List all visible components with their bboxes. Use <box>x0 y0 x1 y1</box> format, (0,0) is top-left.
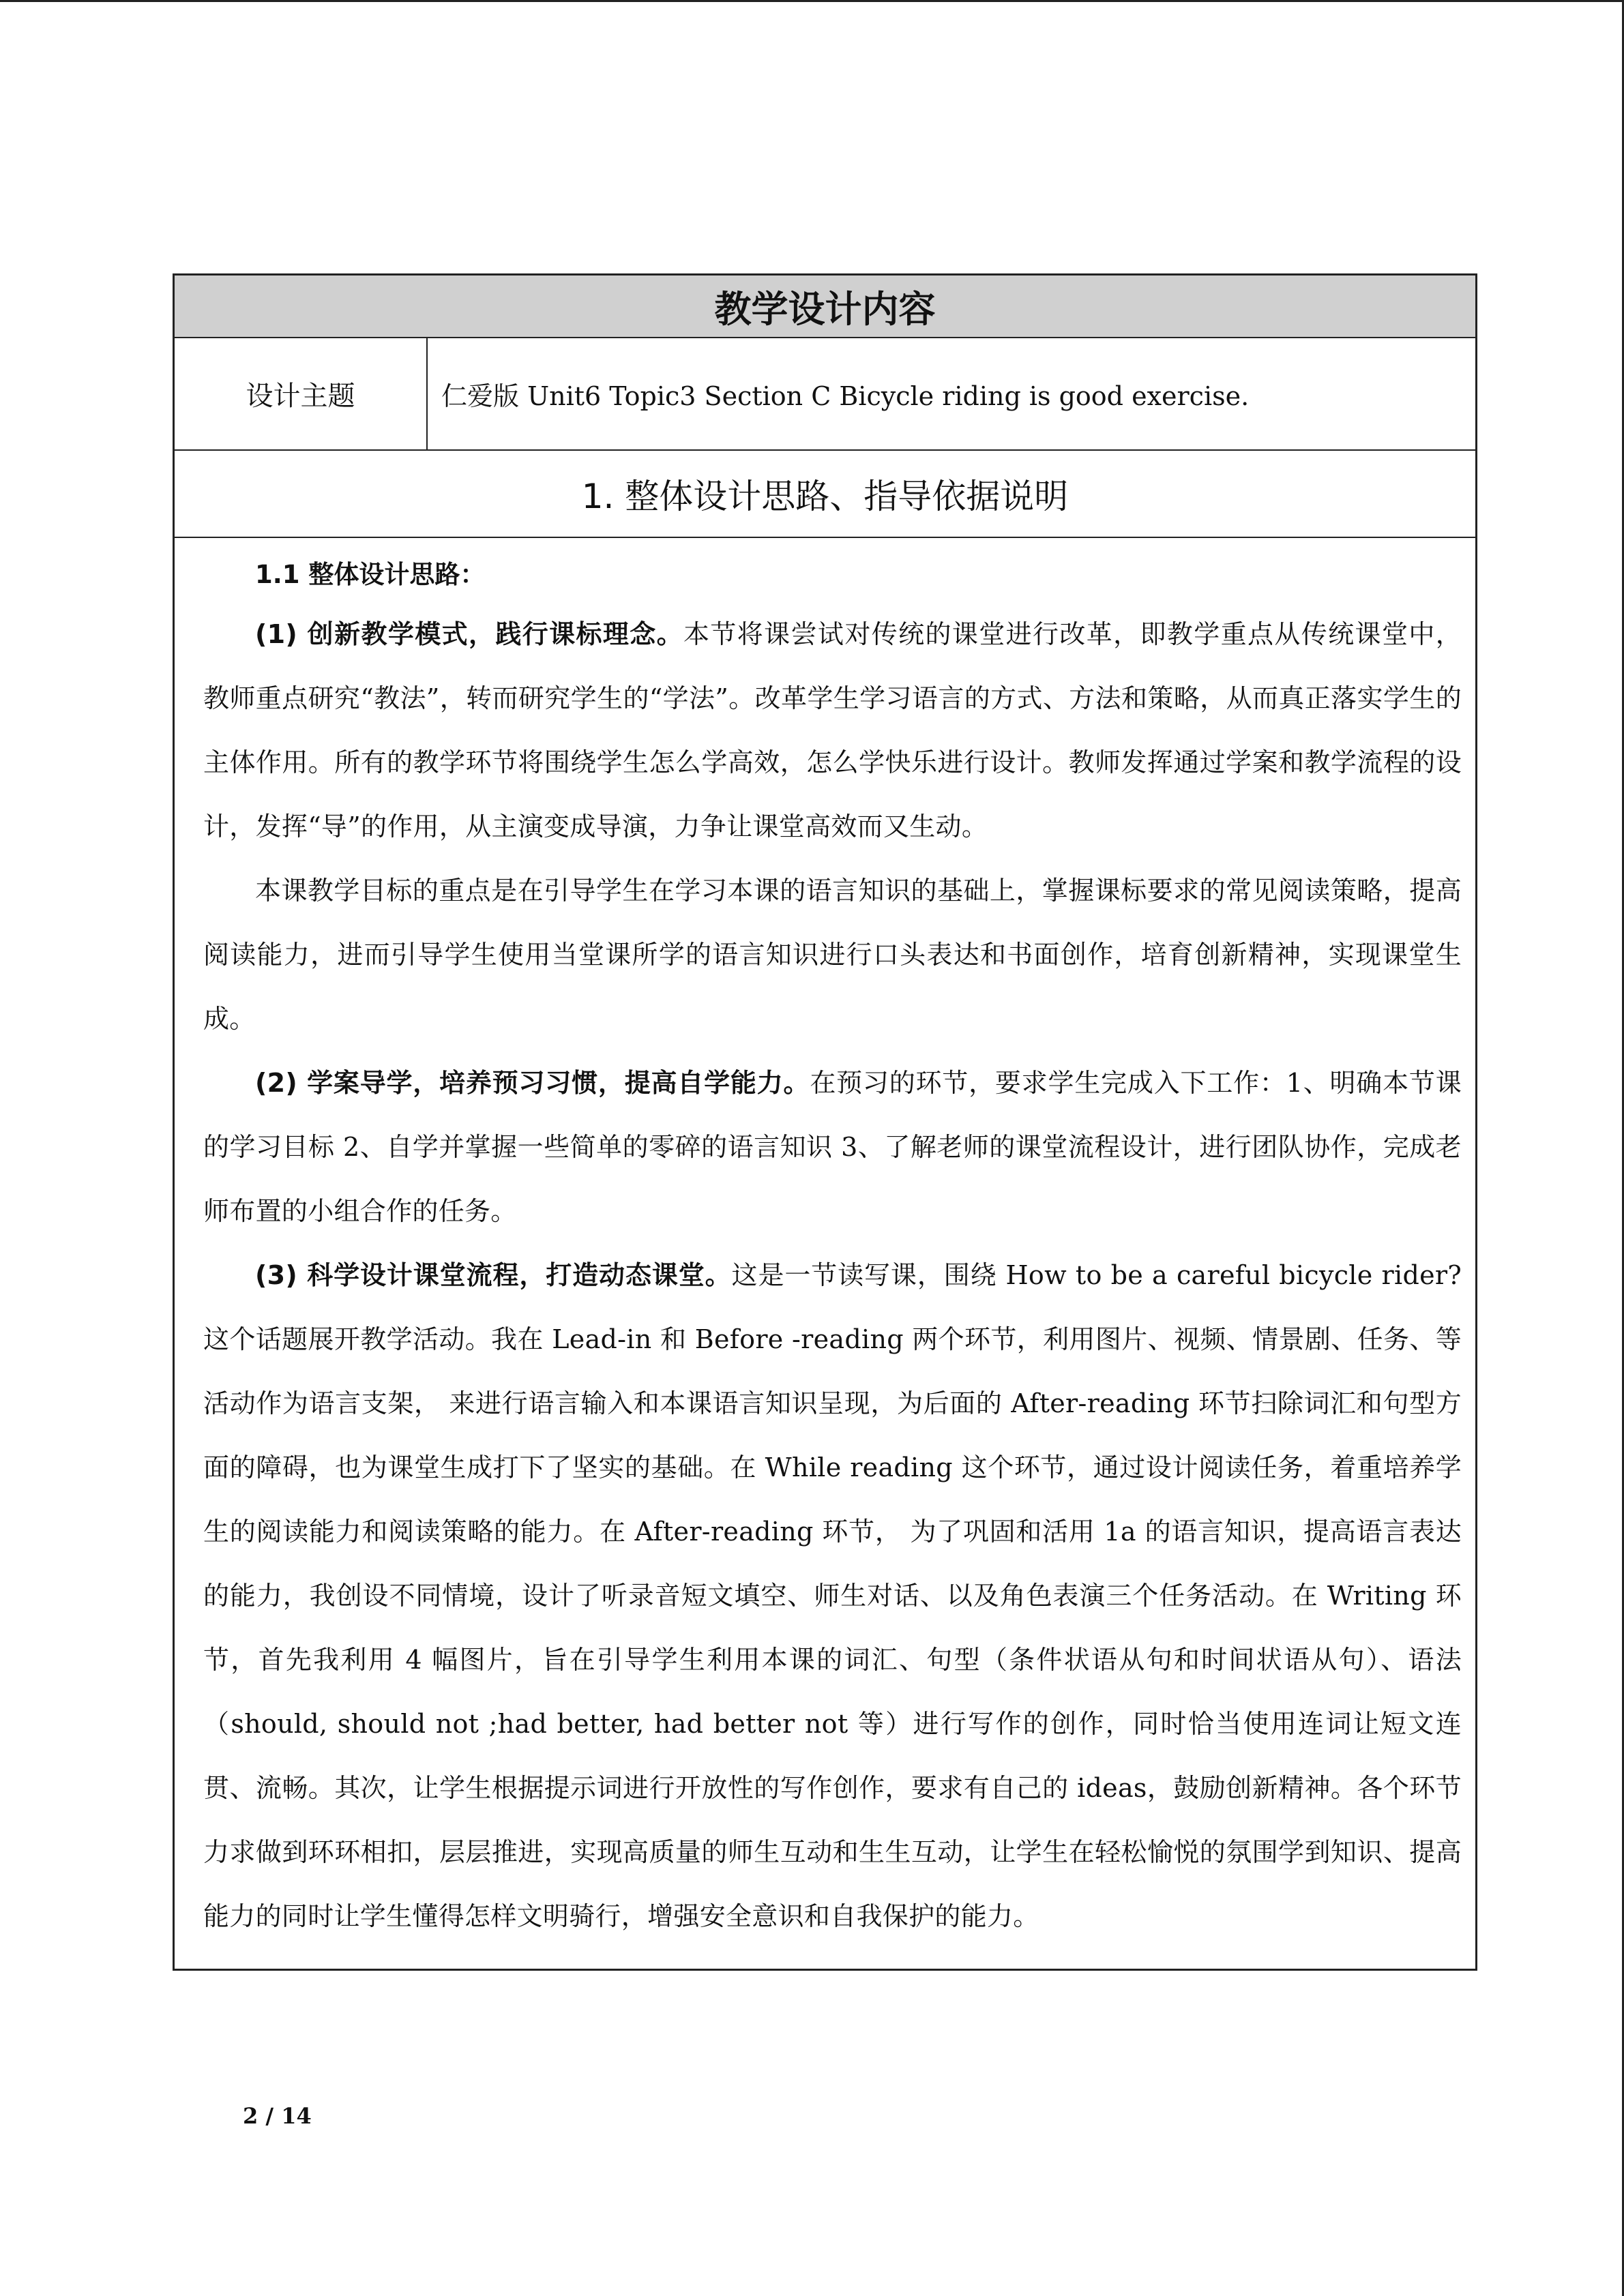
paragraph-3-lead: (2) 学案导学，培养预习习惯，提高自学能力。 <box>255 1068 810 1098</box>
paragraph-4 <box>203 1243 1462 1948</box>
topic-value: 仁爱版 Unit6 Topic3 Section C Bicycle riding is good exercise. <box>441 381 1250 411</box>
subsection-heading: 1.1 整体设计思路： <box>255 560 486 589</box>
page-edge-top <box>0 0 1624 2</box>
topic-row <box>175 338 1475 451</box>
paragraph-3-text: 在预习的环节，要求学生完成入下工作：1、明确本节课的学习目标 2、自学并掌握一些简单的零碎的语言知识 3、了解老师的课堂流程设计，进行团队协作，完成老师布置的小组合作的任务。 <box>203 1068 1462 1226</box>
paragraph-4-lead: (3) 科学设计课堂流程，打造动态课堂。 <box>255 1260 732 1290</box>
paragraph-1-lead: (1) 创新教学模式，践行课标理念。 <box>255 619 684 649</box>
section-heading: 1. 整体设计思路、指导依据说明 <box>175 451 1475 538</box>
paragraph-3 <box>203 1051 1462 1243</box>
paragraph-2-text: 本课教学目标的重点是在引导学生在学习本课的语言知识的基础上，掌握课标要求的常见阅读策略，提高阅读能力，进而引导学生使用当堂课所学的语言知识进行口头表达和书面创作，培育创新精神，实现课堂生成。 <box>203 876 1462 1034</box>
topic-label: 设计主题 <box>175 338 428 449</box>
design-body <box>175 538 1475 1969</box>
paragraph-2 <box>203 859 1462 1051</box>
paragraph-1-text: 本节将课尝试对传统的课堂进行改革，即教学重点从传统课堂中， 教师重点研究“教法”，转而研究学生的“学法”。改革学生学习语言的方式、方法和策略，从而真正落实学生的主体作用。所有的教学环节将围绕学生怎么学高效，怎么学快乐进行设计。教师发挥通过学案和教学流程的设计，发挥“导”的作用，从主演变成导演，力争让课堂高效而又生动。 <box>203 619 1462 841</box>
table-title: 教学设计内容 <box>175 275 1475 338</box>
paragraph-4-text: 这是一节读写课，围绕 How to be a careful bicycle rider? 这个话题展开教学活动。我在 Lead-in 和 Before -reading 两个环节，利用图片、视频、情景剧、任务、等活动作为语言支架， 来进行语言输入和本课语言知识呈现，为后面的 After-reading 环节扫除词汇和句型方面的障碍，也为课堂生成打下了坚实的基础。在 While reading 这个环节，通过设计阅读任务，着重培养学生的阅读能力和阅读策略的能力。在 After-reading 环节， 为了巩固和活用 1a 的语言知识，提高语言表达的能力，我创设不同情境，设计了听录音短文填空、师生对话、以及角色表演三个任务活动。在 Writing 环节，首先我利用 4 幅图片，旨在引导学生利用本课的词汇、句型（条件状语从句和时间状语从句）、语法（should, should not ;had better, had better not 等）进行写作的创作，同时恰当使用连词让短文连贯、流畅。其次，让学生根据提示词进行开放性的写作创作，要求有自己的 ideas，鼓励创新精神。各个环节力求做到环环相扣，层层推进，实现高质量的师生互动和生生互动，让学生在轻松愉悦的氛围学到知识、提高能力的同时让学生懂得怎样文明骑行，增强安全意识和自我保护的能力。 <box>203 1260 1462 1931</box>
paragraph-1 <box>203 602 1462 859</box>
teaching-design-table <box>173 273 1477 1971</box>
page-number: 2 / 14 <box>243 2103 312 2129</box>
